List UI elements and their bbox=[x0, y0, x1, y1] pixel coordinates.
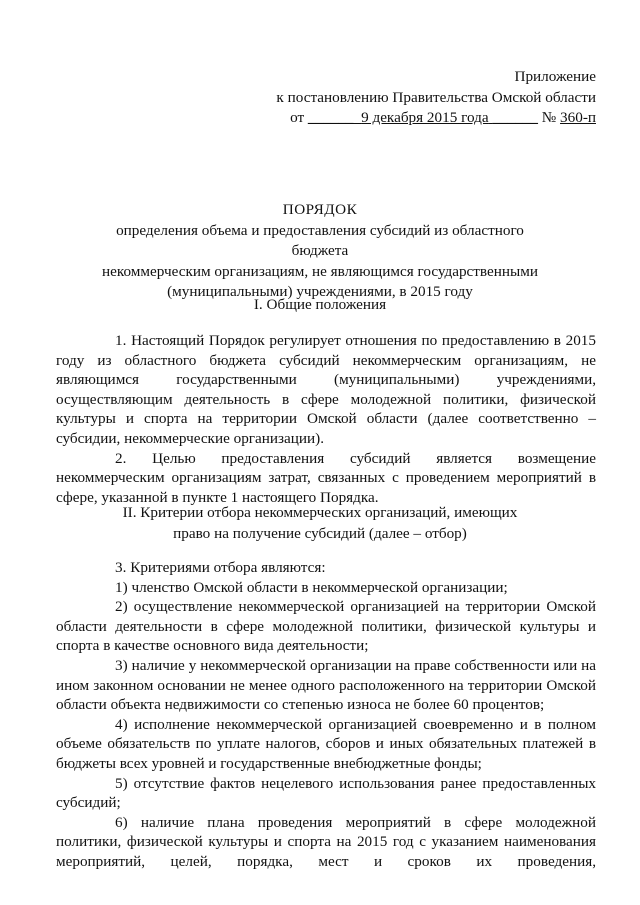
annex-date-line bbox=[256, 108, 596, 129]
criterion-3: 3) наличие у некоммерческой организации на праве собственности или на ином законном основании не менее одного расположенного на территории Омской области объекта недвижимости со степенью износа не более 60 процентов; bbox=[56, 656, 596, 714]
paragraph-2: 2. Целью предоставления субсидий является возмещение некоммерческим организациям затрат, связанных с проведением мероприятий в сфере, указанной в пункте 1 настоящего Порядка. bbox=[56, 449, 596, 506]
criterion-2: 2) осуществление некоммерческой организацией на территории Омской области деятельности в сфере молодежной политики, физической культуры и спорта в качестве основного вида деятельности; bbox=[56, 598, 596, 655]
section-1-heading: I. Общие положения bbox=[253, 296, 387, 313]
title-line: некоммерческим организациям, не являющимся государственными bbox=[102, 262, 538, 280]
annex-resolution: к постановлению Правительства Омской области bbox=[276, 88, 596, 106]
number-prefix: № bbox=[541, 109, 557, 126]
date-prefix: от bbox=[290, 109, 305, 126]
title-line: (муниципальными) учреждениями, в 2015 году bbox=[167, 283, 473, 300]
title-heading: ПОРЯДОК bbox=[282, 201, 358, 218]
paragraph-1: 1. Настоящий Порядок регулирует отношения по предоставлению в 2015 году из областного бюджета субсидий некоммерческим организациям, не являющимся государственными (муниципальными) учреждениями, осуществляющим деятельность в сфере молодежной политики, физической культуры и спорта на территории Омской области (далее соответственно – субсидии, некоммерческие организации). bbox=[56, 332, 596, 447]
annex-block bbox=[256, 67, 596, 129]
section-2-heading: II. Критерии отбора некоммерческих организаций, имеющих право на получение субсидий (далее – отбор) bbox=[122, 504, 518, 542]
criterion-1: 1) членство Омской области в некоммерческой организации; bbox=[115, 578, 508, 596]
title-line: определения объема и предоставления субсидий из областного бюджета bbox=[116, 221, 524, 259]
section-1-body bbox=[56, 331, 596, 507]
criterion-5: 5) отсутствие фактов нецелевого использования ранее предоставленных субсидий; bbox=[56, 774, 596, 812]
date-field: ______ 9 декабря 2015 года ______ bbox=[307, 109, 538, 126]
paragraph-3: 3. Критериями отбора являются: bbox=[115, 559, 326, 576]
section-2-body bbox=[56, 558, 596, 872]
annex-label: Приложение bbox=[514, 68, 596, 85]
criterion-4: 4) исполнение некоммерческой организацией своевременно и в полном объеме обязательств по уплате налогов, сборов и иных обязательных платежей в бюджеты всех уровней и государственные внебюджетные фонды; bbox=[56, 715, 596, 772]
criterion-6: 6) наличие плана проведения мероприятий в сфере молодежной политики, физической культуры и спорта на 2015 год с указанием наименования мероприятий, целей, порядка, мест и сроков их проведения, bbox=[56, 813, 596, 870]
resolution-date: 9 декабря 2015 года bbox=[361, 109, 489, 126]
resolution-number: 360-п bbox=[560, 109, 596, 126]
document-title bbox=[100, 200, 540, 303]
